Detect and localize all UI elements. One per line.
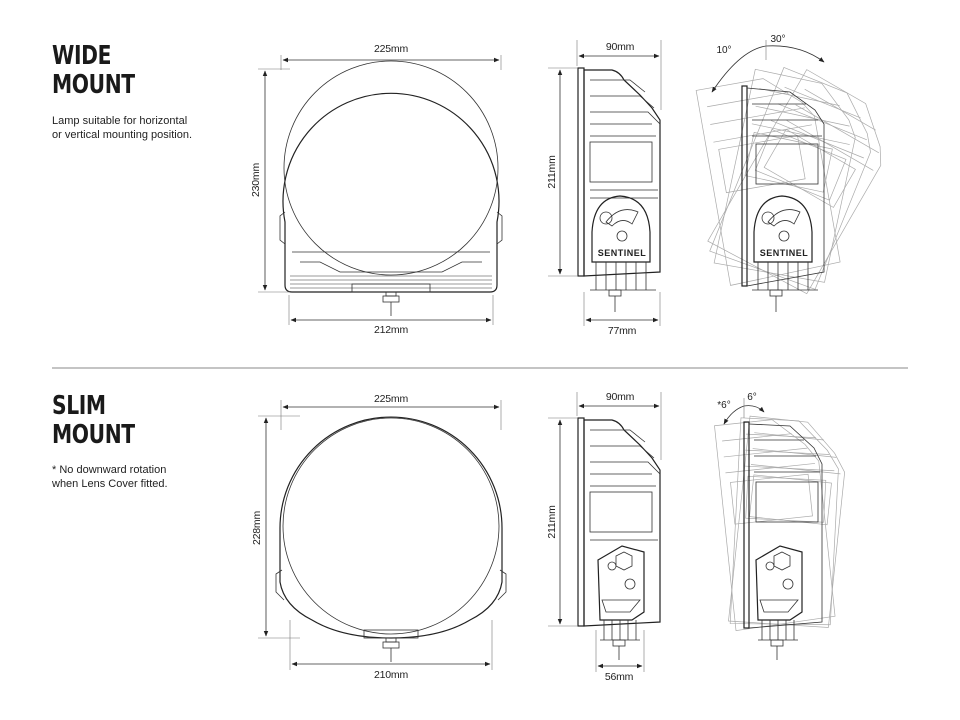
wide-tilt-down-arrow xyxy=(766,46,824,62)
slim-note-line2: when Lens Cover fitted. xyxy=(52,478,168,490)
slim-tilt-panel xyxy=(756,482,818,522)
wide-side-panel xyxy=(590,142,652,182)
wide-front-fins xyxy=(290,276,492,288)
wide-side-bracket-slot xyxy=(606,210,638,226)
slim-side-height-label: 211mm xyxy=(546,505,558,539)
wide-tilt-view xyxy=(696,34,904,312)
wide-tilt-base-fins xyxy=(752,262,818,290)
wide-side-view xyxy=(546,40,661,337)
wide-side-nut xyxy=(609,290,621,296)
wide-front-nut xyxy=(383,296,399,302)
slim-front-height-label: 228mm xyxy=(251,510,263,546)
slim-tilt-left-label: *6° xyxy=(717,400,731,411)
slim-side-pivot-bolt xyxy=(608,562,616,570)
wide-tilt-up-label: 10° xyxy=(716,45,732,56)
slim-tilt-pivot-bolt xyxy=(766,562,774,570)
wide-tilt-lock-bolt xyxy=(779,231,789,241)
slim-side-base-label: 56mm xyxy=(604,671,634,683)
wide-note-line2: or vertical mounting position. xyxy=(52,129,193,141)
slim-front-width-label: 225mm xyxy=(373,393,409,405)
wide-tilt-lens-face xyxy=(742,86,747,286)
slim-side-nut xyxy=(613,640,625,646)
wide-front-base-label: 212mm xyxy=(373,324,409,336)
slim-tilt-lock-bolt xyxy=(783,579,793,589)
slim-tilt-ghost-left xyxy=(714,415,835,630)
wide-tilt-brand-label: SENTINEL xyxy=(759,248,809,258)
slim-tilt-ghost-right-2 xyxy=(728,416,849,631)
wide-front-base xyxy=(292,252,490,272)
wide-title-line1: WIDE xyxy=(52,41,112,71)
slim-front-base-label: 210mm xyxy=(373,669,409,681)
slim-side-body xyxy=(584,420,660,626)
wide-front-view xyxy=(250,43,502,336)
slim-side-hex-bolt xyxy=(616,552,632,570)
slim-side-lock-bolt xyxy=(625,579,635,589)
slim-side-lens-face xyxy=(578,418,584,626)
wide-front-height-label: 230mm xyxy=(250,162,262,198)
slim-tilt-view xyxy=(714,392,849,660)
slim-side-fins xyxy=(590,430,660,486)
wide-side-lock-bolt xyxy=(617,231,627,241)
wide-side-fins xyxy=(590,80,660,136)
wide-side-brand-label: SENTINEL xyxy=(597,248,647,258)
slim-front-view xyxy=(251,393,506,681)
slim-front-housing xyxy=(280,417,502,638)
wide-tilt-down-label: 30° xyxy=(770,34,786,45)
slim-side-view xyxy=(546,391,661,683)
wide-side-lens-face xyxy=(578,68,584,276)
wide-side-body xyxy=(584,70,660,276)
slim-front-lens xyxy=(283,418,499,634)
wide-note-line1: Lamp suitable for horizontal xyxy=(52,115,188,127)
slim-side-depth-label: 90mm xyxy=(605,391,635,403)
slim-title-line2: MOUNT xyxy=(52,420,135,450)
slim-title-line1: SLIM xyxy=(52,391,106,421)
slim-tilt-hex-bolt xyxy=(774,552,790,570)
slim-side-panel xyxy=(590,492,652,532)
wide-side-depth-label: 90mm xyxy=(605,41,635,53)
slim-tilt-right-label: 6° xyxy=(747,392,757,403)
slim-tilt-right-arrow xyxy=(744,406,764,412)
wide-side-base-label: 77mm xyxy=(607,325,637,337)
wide-title-line2: MOUNT xyxy=(52,70,135,100)
slim-front-nut xyxy=(383,642,399,648)
wide-side-base-fins xyxy=(590,262,656,290)
slim-note-line1: * No downward rotation xyxy=(52,464,167,476)
wide-front-width-label: 225mm xyxy=(373,43,409,55)
wide-side-height-label: 211mm xyxy=(546,155,558,189)
wide-tilt-panel xyxy=(756,144,818,184)
